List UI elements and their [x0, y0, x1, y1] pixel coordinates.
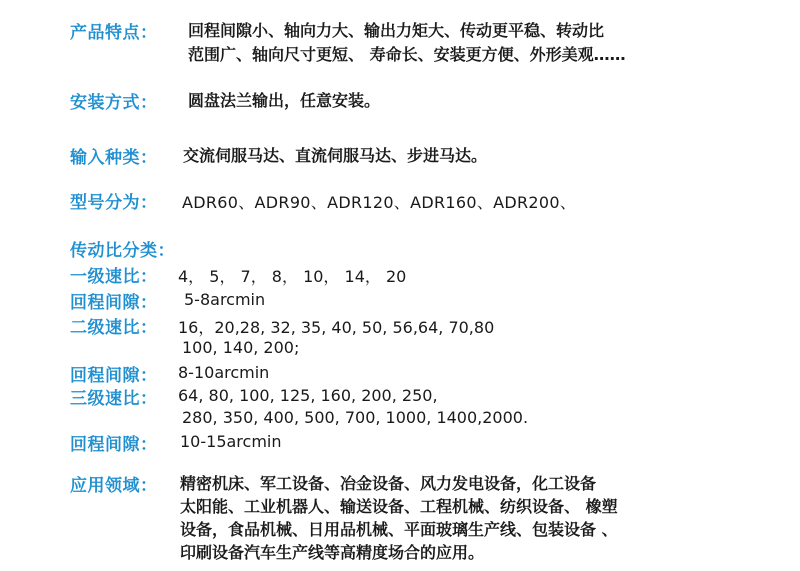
stage1-values: 4， 5， 7， 8， 10， 14， 20 [178, 267, 407, 286]
applications-line-1: 精密机床、军工设备、冶金设备、风力发电设备，化工设备 [180, 474, 597, 493]
stage3-backlash-label: 回程间隙： [70, 435, 158, 455]
stage1-backlash-label: 回程间隙： [70, 293, 158, 313]
stage2-values-2: 100, 140, 200; [182, 338, 300, 357]
stage2-backlash-label: 回程间隙： [70, 366, 158, 386]
input-text: 交流伺服马达、直流伺服马达、步进马达。 [183, 146, 488, 165]
features-line-1: 回程间隙小、轴向力大、输出力矩大、传动更平稳、转动比 [188, 21, 605, 40]
stage2-values-1: 16，20,28, 32, 35, 40, 50, 56,64, 70,80 [178, 318, 495, 337]
applications-line-2: 太阳能、工业机器人、输送设备、工程机械、纺织设备、 橡塑 [180, 497, 618, 516]
applications-line-3: 设备，食品机械、日用品机械、平面玻璃生产线、包装设备 、 [180, 520, 618, 539]
install-label: 安装方式： [70, 93, 158, 113]
stage3-backlash-value: 10-15arcmin [180, 432, 282, 451]
stage3-values-1: 64, 80, 100, 125, 160, 200, 250, [178, 386, 438, 405]
input-label: 输入种类： [70, 148, 158, 168]
features-line-2: 范围广、轴向尺寸更短、 寿命长、安装更方便、外形美观…… [188, 45, 626, 64]
stage3-values-2: 280, 350, 400, 500, 700, 1000, 1400,2000. [182, 408, 529, 427]
stage1-backlash-value: 5-8arcmin [184, 290, 266, 309]
ratio-label: 传动比分类： [70, 241, 175, 261]
models-label: 型号分为： [70, 193, 158, 213]
applications-label: 应用领域： [70, 476, 158, 496]
stage2-backlash-value: 8-10arcmin [178, 363, 270, 382]
stage3-label: 三级速比： [70, 389, 158, 409]
models-text: ADR60、ADR90、ADR120、ADR160、ADR200、 [182, 193, 577, 212]
features-label: 产品特点： [70, 23, 158, 43]
applications-line-4: 印刷设备汽车生产线等高精度场合的应用。 [180, 543, 485, 562]
stage1-label: 一级速比： [70, 267, 158, 287]
stage2-label: 二级速比： [70, 318, 158, 338]
install-text: 圆盘法兰输出，任意安装。 [188, 91, 381, 110]
